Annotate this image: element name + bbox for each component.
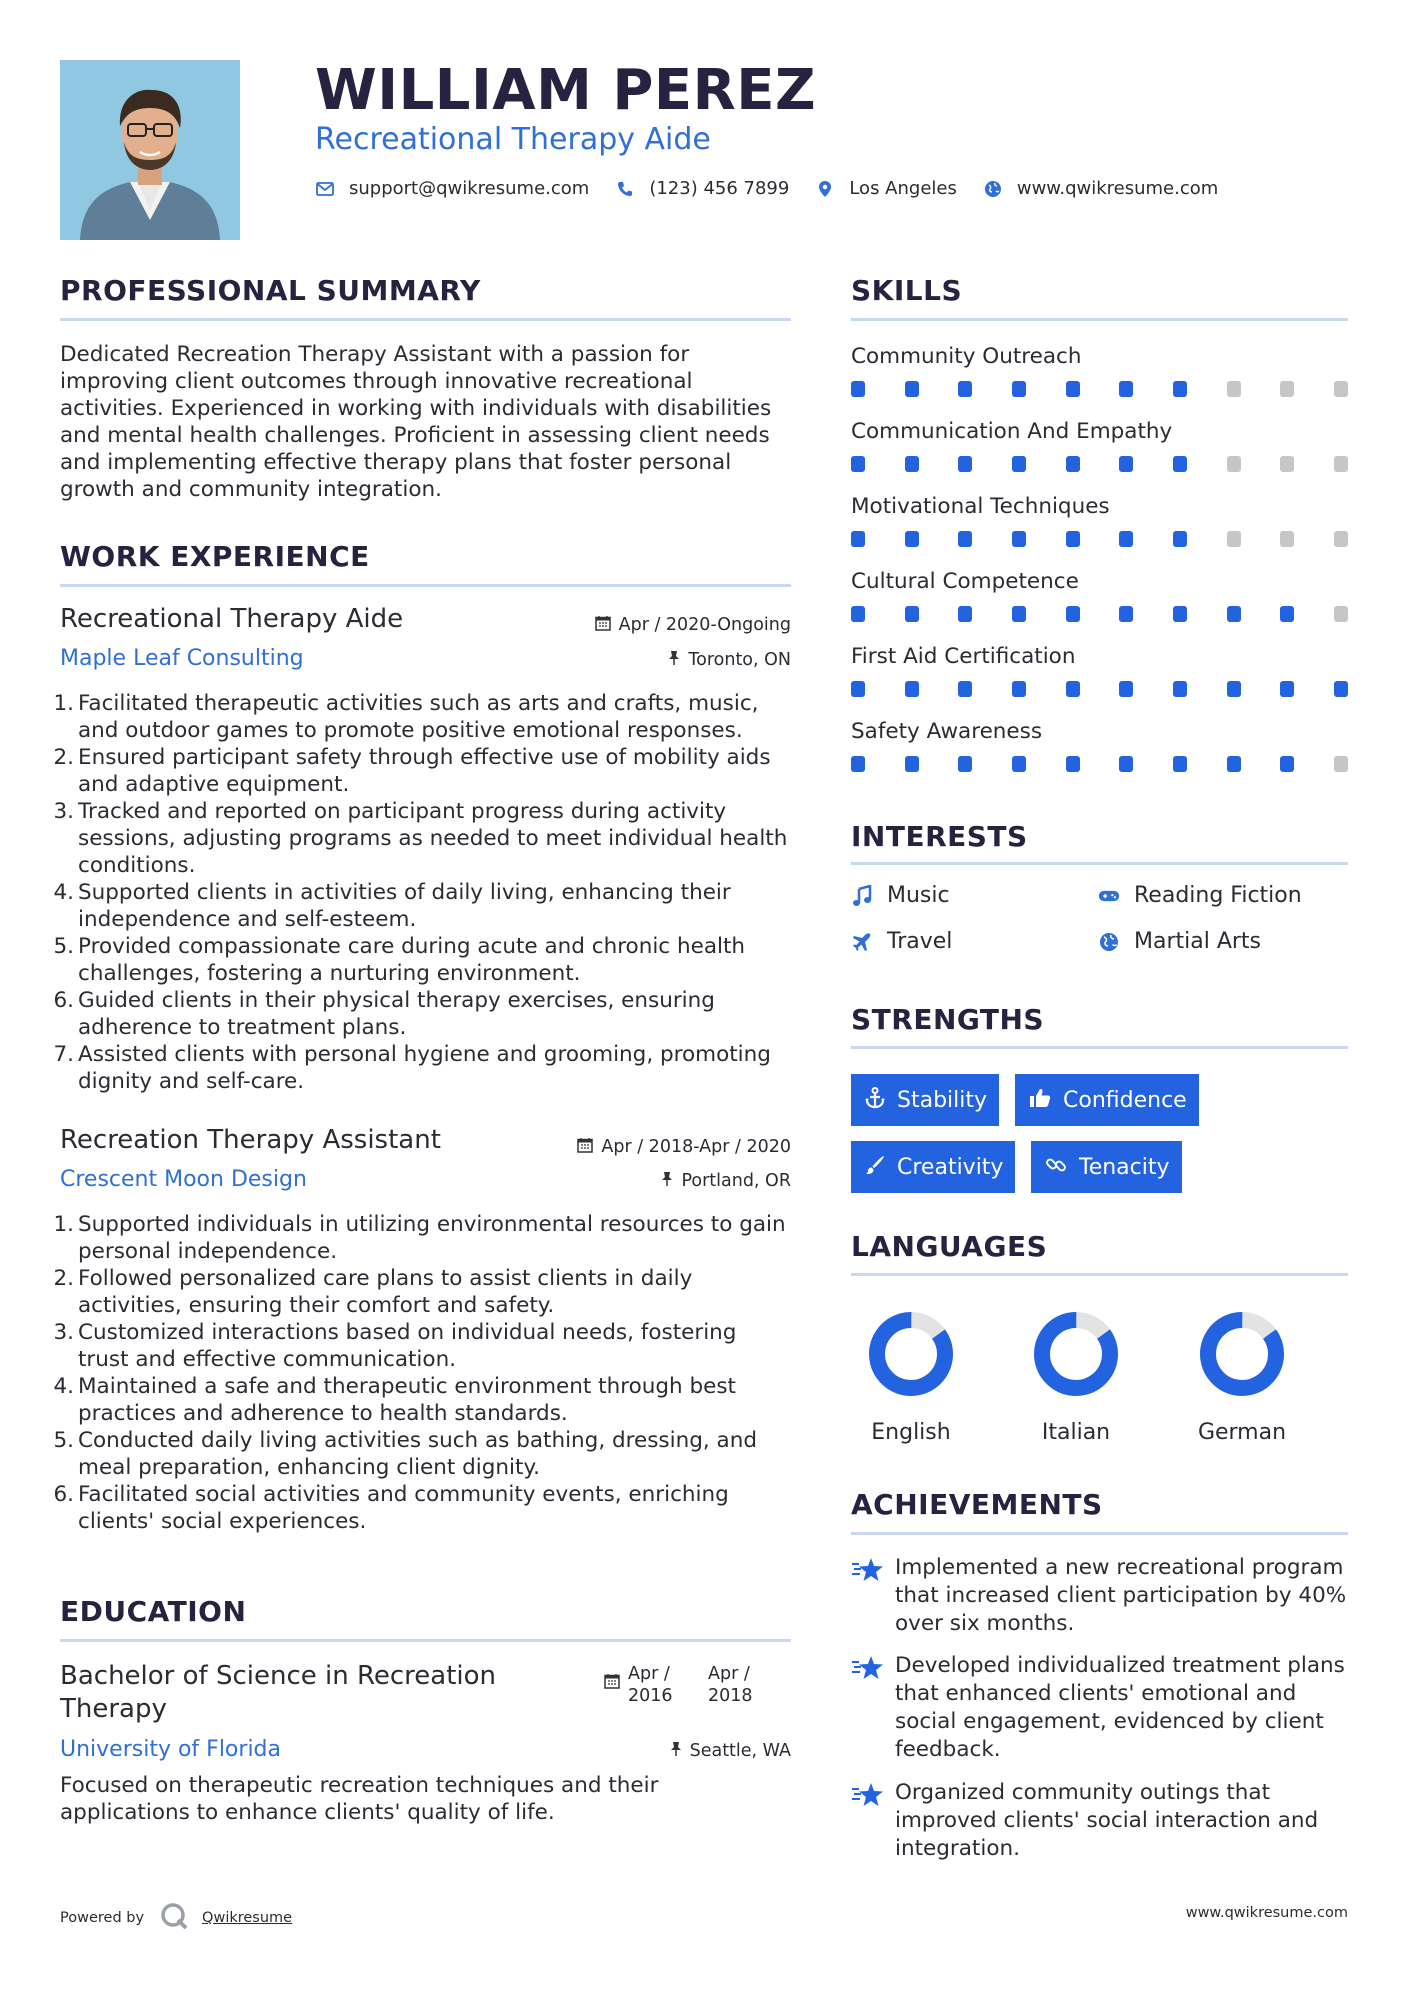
education-description: Focused on therapeutic recreation techniques and their applications to enhance clients' quality of life. bbox=[60, 1773, 659, 1825]
skill-rating-dot bbox=[1066, 681, 1080, 697]
music-note-icon bbox=[851, 885, 873, 907]
pushpin-icon bbox=[668, 650, 680, 670]
interest-reading-fiction bbox=[1098, 883, 1302, 908]
skill-rating-dot bbox=[1227, 756, 1241, 772]
language-item bbox=[1167, 1310, 1317, 1445]
degree-title: Bachelor of Science in Recreation Therapy bbox=[60, 1661, 497, 1724]
skill-rating-dot bbox=[958, 756, 972, 772]
skill-rating-dot bbox=[1173, 756, 1187, 772]
skill-rating-dot bbox=[1334, 531, 1348, 547]
language-donut bbox=[1032, 1310, 1120, 1398]
bullet-item: 2. Followed personalized care plans to assist clients in daily activities, ensuring their comfort and safety. bbox=[53, 1266, 693, 1318]
interests-heading: INTERESTS bbox=[851, 820, 1028, 853]
location-text: Los Angeles bbox=[849, 178, 957, 199]
skill-rating-dot bbox=[1012, 531, 1026, 547]
skill-rating-dot bbox=[1119, 606, 1133, 622]
strength-badge-confidence bbox=[1015, 1074, 1199, 1126]
skill-rating-dot bbox=[1066, 381, 1080, 397]
achievement-text: Implemented a new recreational program that increased client participation by 40% over six months. bbox=[895, 1555, 1347, 1636]
skill-rating-dot bbox=[958, 456, 972, 472]
bullet-item: 1. Supported individuals in utilizing environmental resources to gain personal independence. bbox=[53, 1212, 786, 1264]
strengths-divider bbox=[851, 1046, 1348, 1049]
languages-divider bbox=[851, 1273, 1348, 1276]
bullet-item: 2. Ensured participant safety through effective use of mobility aids and adaptive equipment. bbox=[53, 745, 771, 797]
skill-rating bbox=[851, 381, 1348, 397]
bullet-item: 6. Guided clients in their physical therapy exercises, ensuring adherence to treatment plans. bbox=[53, 988, 715, 1040]
contact-bar bbox=[315, 178, 1244, 199]
star-icon bbox=[851, 1779, 895, 1863]
skill-rating-dot bbox=[1119, 531, 1133, 547]
phone-icon bbox=[615, 181, 635, 197]
education-end: Apr / 2018 bbox=[708, 1664, 753, 1706]
skill-rating bbox=[851, 456, 1348, 472]
powered-by-text: Powered by bbox=[60, 1910, 145, 1926]
skill-rating-dot bbox=[1066, 606, 1080, 622]
skill-rating-dot bbox=[1227, 606, 1241, 622]
skill-rating-dot bbox=[1280, 381, 1294, 397]
footer-powered-by bbox=[60, 1902, 292, 1934]
skill-name: Communication And Empathy bbox=[851, 419, 1173, 444]
achievements-heading: ACHIEVEMENTS bbox=[851, 1488, 1103, 1521]
skill-rating-dot bbox=[1066, 456, 1080, 472]
skill-rating-dot bbox=[1173, 531, 1187, 547]
job-location-text: Portland, OR bbox=[681, 1171, 791, 1191]
job-date-text: Apr / 2020-Ongoing bbox=[618, 615, 791, 635]
skill-rating-dot bbox=[851, 606, 865, 622]
globe-icon bbox=[983, 180, 1003, 198]
skill-rating-dot bbox=[1334, 681, 1348, 697]
achievement-text: Developed individualized treatment plans that enhanced clients' emotional and social engagement, evidenced by client feedback. bbox=[895, 1653, 1345, 1762]
achievement-item bbox=[851, 1554, 1348, 1638]
skill-rating-dot bbox=[1280, 456, 1294, 472]
language-name: Italian bbox=[1041, 1420, 1111, 1445]
skill-rating-dot bbox=[905, 606, 919, 622]
language-donut bbox=[1198, 1310, 1286, 1398]
star-icon bbox=[851, 1652, 895, 1764]
achievements-divider bbox=[851, 1532, 1348, 1535]
skill-rating bbox=[851, 606, 1348, 622]
school-name[interactable]: University of Florida bbox=[60, 1737, 281, 1762]
strength-label: Confidence bbox=[1063, 1087, 1187, 1113]
skill-rating-dot bbox=[1012, 756, 1026, 772]
language-name: English bbox=[871, 1420, 951, 1445]
skill-rating-dot bbox=[1334, 756, 1348, 772]
interest-music bbox=[851, 883, 950, 908]
bullet-item: 5. Provided compassionate care during acute and chronic health challenges, fostering a nurturing environment. bbox=[53, 934, 746, 986]
thumbs-up-icon bbox=[1029, 1088, 1051, 1113]
skill-rating-dot bbox=[851, 756, 865, 772]
skill-rating-dot bbox=[905, 381, 919, 397]
skill-rating-dot bbox=[1012, 681, 1026, 697]
skill-rating-dot bbox=[1173, 681, 1187, 697]
skill-rating-dot bbox=[958, 531, 972, 547]
language-item bbox=[1001, 1310, 1151, 1445]
strength-label: Tenacity bbox=[1079, 1154, 1170, 1180]
donut-fill bbox=[1198, 1310, 1286, 1398]
skill-rating-dot bbox=[1173, 456, 1187, 472]
candidate-name: WILLIAM PEREZ bbox=[315, 58, 817, 123]
skill-rating bbox=[851, 531, 1348, 547]
skill-rating-dot bbox=[958, 381, 972, 397]
link-icon bbox=[1045, 1154, 1067, 1181]
skill-rating-dot bbox=[1119, 756, 1133, 772]
job-bullets bbox=[53, 1211, 791, 1535]
pushpin-icon bbox=[661, 1171, 673, 1191]
skill-rating-dot bbox=[1227, 681, 1241, 697]
education-divider bbox=[60, 1639, 791, 1642]
skill-rating-dot bbox=[1227, 456, 1241, 472]
job-date bbox=[595, 615, 791, 635]
summary-text: Dedicated Recreation Therapy Assistant with a passion for improving client outcomes through innovative recreational activities. Experienced in working with individuals with disabilities and mental health challenges. Proficient in assessing client needs and implementing effective therapy plans that foster personal growth and community integration. bbox=[60, 342, 772, 502]
skill-rating-dot bbox=[851, 381, 865, 397]
skill-rating-dot bbox=[905, 456, 919, 472]
job-date bbox=[577, 1137, 791, 1157]
profile-photo bbox=[60, 60, 240, 240]
plane-icon bbox=[851, 932, 873, 952]
skill-rating-dot bbox=[851, 531, 865, 547]
strength-label: Creativity bbox=[897, 1154, 1004, 1180]
strength-badge-creativity bbox=[851, 1141, 1015, 1193]
job-date-text: Apr / 2018-Apr / 2020 bbox=[601, 1137, 791, 1157]
language-name: German bbox=[1197, 1420, 1287, 1445]
strength-badge-tenacity bbox=[1031, 1141, 1182, 1193]
skill-rating-dot bbox=[1227, 531, 1241, 547]
company-name[interactable]: Maple Leaf Consulting bbox=[60, 646, 304, 671]
skill-rating-dot bbox=[1119, 381, 1133, 397]
calendar-icon bbox=[604, 1663, 620, 1707]
skill-rating-dot bbox=[1012, 381, 1026, 397]
globe-icon bbox=[1098, 932, 1120, 952]
qwikresume-logo-icon bbox=[160, 1902, 190, 1934]
job-bullets bbox=[53, 690, 791, 1095]
job-title: Recreation Therapy Assistant bbox=[60, 1125, 441, 1155]
donut-fill bbox=[1032, 1310, 1120, 1398]
school-location-text: Seattle, WA bbox=[689, 1741, 791, 1761]
education-dates bbox=[604, 1663, 788, 1707]
experience-divider bbox=[60, 584, 791, 587]
experience-heading: WORK EXPERIENCE bbox=[60, 540, 370, 573]
portrait-image bbox=[60, 60, 240, 240]
job-location-text: Toronto, ON bbox=[688, 650, 791, 670]
interest-label: Reading Fiction bbox=[1134, 883, 1302, 908]
skill-rating-dot bbox=[1066, 531, 1080, 547]
skill-rating-dot bbox=[1280, 531, 1294, 547]
qwikresume-link[interactable]: Qwikresume bbox=[202, 1910, 293, 1926]
summary-heading: PROFESSIONAL SUMMARY bbox=[60, 274, 481, 307]
skill-name: Motivational Techniques bbox=[851, 494, 1110, 519]
bullet-item: 3. Tracked and reported on participant progress during activity sessions, adjusting programs as needed to meet individual health conditions. bbox=[53, 799, 788, 878]
skill-rating-dot bbox=[1012, 606, 1026, 622]
skill-rating-dot bbox=[958, 606, 972, 622]
skill-rating bbox=[851, 681, 1348, 697]
skill-rating-dot bbox=[851, 681, 865, 697]
interest-label: Martial Arts bbox=[1134, 929, 1262, 954]
donut-fill bbox=[867, 1310, 955, 1398]
skill-rating-dot bbox=[1066, 756, 1080, 772]
contact-website[interactable] bbox=[983, 178, 1218, 199]
school-location bbox=[670, 1741, 791, 1761]
gamepad-icon bbox=[1098, 888, 1120, 904]
skill-rating-dot bbox=[1334, 606, 1348, 622]
language-item bbox=[836, 1310, 986, 1445]
phone-text: (123) 456 7899 bbox=[649, 178, 790, 199]
achievement-item bbox=[851, 1779, 1348, 1863]
language-donut bbox=[867, 1310, 955, 1398]
skill-rating-dot bbox=[1012, 456, 1026, 472]
envelope-icon bbox=[315, 182, 335, 196]
candidate-title: Recreational Therapy Aide bbox=[315, 122, 711, 157]
skill-rating-dot bbox=[851, 456, 865, 472]
skill-name: Cultural Competence bbox=[851, 569, 1079, 594]
bullet-item: 5. Conducted daily living activities such as bathing, dressing, and meal preparation, enhancing client dignity. bbox=[53, 1428, 757, 1480]
contact-email[interactable] bbox=[315, 178, 589, 199]
company-name[interactable]: Crescent Moon Design bbox=[60, 1167, 307, 1192]
skill-rating-dot bbox=[1334, 381, 1348, 397]
footer-url[interactable]: www.qwikresume.com bbox=[1185, 1905, 1348, 1921]
job-location bbox=[668, 650, 791, 670]
anchor-icon bbox=[865, 1087, 885, 1114]
skill-rating-dot bbox=[1119, 681, 1133, 697]
map-pin-icon bbox=[815, 180, 835, 198]
job-title: Recreational Therapy Aide bbox=[60, 604, 404, 634]
calendar-icon bbox=[595, 615, 611, 635]
pushpin-icon bbox=[670, 1741, 682, 1761]
education-start: Apr / 2016 bbox=[628, 1664, 673, 1706]
skill-name: First Aid Certification bbox=[851, 644, 1076, 669]
skill-rating-dot bbox=[1280, 606, 1294, 622]
contact-phone[interactable] bbox=[615, 178, 789, 199]
skill-rating-dot bbox=[1119, 456, 1133, 472]
strengths-heading: STRENGTHS bbox=[851, 1003, 1045, 1036]
interest-label: Travel bbox=[887, 929, 953, 954]
calendar-icon bbox=[577, 1137, 593, 1157]
strength-badge-stability bbox=[851, 1074, 999, 1126]
achievement-text: Organized community outings that improved clients' social interaction and integration. bbox=[895, 1780, 1319, 1861]
skills-divider bbox=[851, 318, 1348, 321]
skill-rating-dot bbox=[1173, 381, 1187, 397]
skill-rating-dot bbox=[905, 681, 919, 697]
bullet-item: 6. Facilitated social activities and community events, enriching clients' social experiences. bbox=[53, 1482, 729, 1534]
skill-rating-dot bbox=[1334, 456, 1348, 472]
skill-rating-dot bbox=[958, 681, 972, 697]
languages-heading: LANGUAGES bbox=[851, 1230, 1048, 1263]
skills-heading: SKILLS bbox=[851, 274, 963, 307]
star-icon bbox=[851, 1554, 895, 1638]
skill-rating-dot bbox=[905, 756, 919, 772]
achievement-item bbox=[851, 1652, 1348, 1764]
interest-travel bbox=[851, 929, 952, 954]
job-location bbox=[661, 1171, 791, 1191]
skill-rating bbox=[851, 756, 1348, 772]
interests-divider bbox=[851, 862, 1348, 865]
skill-rating-dot bbox=[905, 531, 919, 547]
bullet-item: 1. Facilitated therapeutic activities such as arts and crafts, music, and outdoor games to promote positive emotional responses. bbox=[53, 691, 759, 743]
bullet-item: 4. Maintained a safe and therapeutic environment through best practices and adherence to health standards. bbox=[53, 1374, 736, 1426]
interest-label: Music bbox=[887, 883, 950, 908]
skill-rating-dot bbox=[1227, 381, 1241, 397]
email-text: support@qwikresume.com bbox=[349, 178, 590, 199]
summary-divider bbox=[60, 318, 791, 321]
skill-name: Community Outreach bbox=[851, 344, 1082, 369]
strength-label: Stability bbox=[897, 1087, 988, 1113]
education-heading: EDUCATION bbox=[60, 1595, 247, 1628]
interest-martial-arts bbox=[1098, 929, 1261, 954]
bullet-item: 4. Supported clients in activities of daily living, enhancing their independence and self-esteem. bbox=[53, 880, 731, 932]
website-text: www.qwikresume.com bbox=[1016, 178, 1219, 199]
paintbrush-icon bbox=[865, 1155, 885, 1180]
skill-rating-dot bbox=[1173, 606, 1187, 622]
contact-location bbox=[815, 178, 957, 199]
skill-rating-dot bbox=[1280, 756, 1294, 772]
bullet-item: 3. Customized interactions based on individual needs, fostering trust and effective communication. bbox=[53, 1320, 737, 1372]
skill-rating-dot bbox=[1280, 681, 1294, 697]
skill-name: Safety Awareness bbox=[851, 719, 1043, 744]
bullet-item: 7. Assisted clients with personal hygiene and grooming, promoting dignity and self-care. bbox=[53, 1042, 771, 1094]
